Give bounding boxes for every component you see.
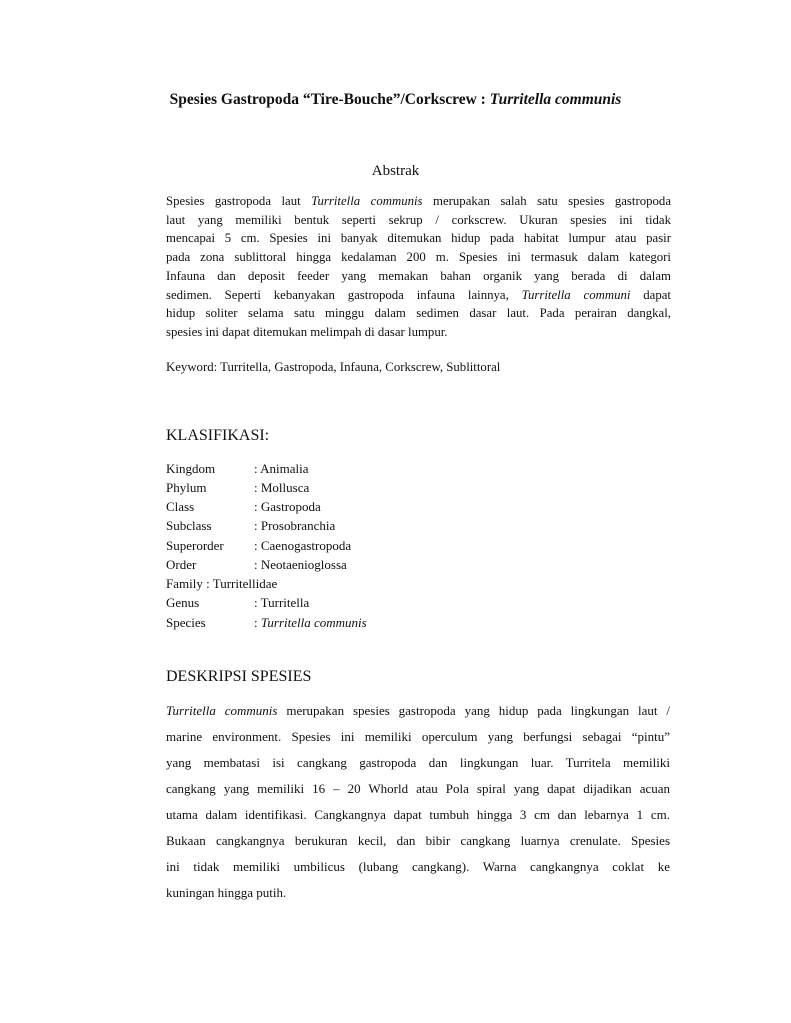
title-species-name: Turritella communis [489,91,622,108]
title-prefix: Spesies Gastropoda “Tire-Bouche”/Corkscrew : [169,91,490,108]
classification-value: : Prosobranchia [254,518,336,533]
classification-key: Class [166,499,195,514]
document-title [0,90,791,110]
abstract-text: mencapai 5 cm. Spesies ini banyak ditemukan hidup pada habitat lumpur atau pasir [166,231,671,246]
abstract-species-italic: Turritella communis [311,194,423,208]
classification-value: : Mollusca [254,480,310,495]
classification-key: Family [166,576,203,591]
abstract-line [166,248,671,267]
abstract-text: spesies ini dapat ditemukan melimpah di dasar lumpur. [166,324,448,339]
klasifikasi-heading: KLASIFIKASI: [166,427,270,444]
description-paragraph [166,698,670,906]
description-text: merupakan spesies gastropoda yang hidup pada lingkungan laut / [277,703,670,718]
description-text: Bukaan cangkangnya berukuran kecil, dan bibir cangkang luarnya crenulate. Spesies [166,833,670,848]
classification-key: Species [166,615,206,630]
abstract-text: Infauna dan deposit feeder yang memakan bahan organik yang berada di dalam [166,268,671,283]
description-line [166,750,670,776]
abstract-text: hidup soliter selama satu minggu dalam sedimen dasar laut. Pada perairan dangkal, [166,306,671,321]
abstract-line [166,211,671,230]
classification-key: Phylum [166,480,207,495]
description-text: ini tidak memiliki umbilicus (lubang cangkang). Warna cangkangnya coklat ke [166,859,670,874]
description-species-italic: Turritella communis [166,703,278,718]
classification-row-family [166,574,277,593]
abstract-text: Spesies gastropoda laut [166,194,312,208]
classification-species-italic: Turritella communis [260,615,367,630]
abstract-text: laut yang memiliki bentuk seperti sekrup / corkscrew. Ukuran spesies ini tidak [166,212,671,227]
description-text: yang membatasi isi cangkang gastropoda dan lingkungan luar. Turritela memiliki [166,755,670,770]
description-line [166,802,670,828]
classification-key: Genus [166,595,200,610]
keywords-line: Keyword: Turritella, Gastropoda, Infauna, Corkscrew, Sublittoral [166,360,501,374]
classification-key: Superorder [166,538,224,553]
abstract-heading: Abstrak [371,163,420,179]
description-text: utama dalam identifikasi. Cangkangnya dapat tumbuh hingga 3 cm dan lebarnya 1 cm. [166,807,670,822]
abstract-text: sedimen. Seperti kebanyakan gastropoda infauna lainnya, [166,287,522,302]
classification-value: : Turritellidae [202,576,278,591]
abstract-line [166,304,671,323]
abstract-line [166,286,671,305]
classification-value: : Turritella [254,595,310,610]
classification-key: Order [166,557,197,572]
description-line [166,854,670,880]
abstract-line [166,323,671,342]
description-text: cangkang yang memiliki 16 – 20 Whorld atau Pola spiral yang dapat dijadikan acuan [166,781,670,796]
description-line [166,776,670,802]
description-line [166,880,670,906]
abstract-text: dapat [630,287,671,302]
description-text: kuningan hingga putih. [166,885,287,900]
abstract-species-italic: Turritella communi [521,287,631,302]
abstract-paragraph [166,192,671,342]
classification-value: : Caenogastropoda [254,538,352,553]
abstract-text: pada zona sublittoral hingga kedalaman 200 m. Spesies ini termasuk dalam kategori [166,250,671,265]
description-line [166,828,670,854]
classification-value: : Animalia [254,461,309,476]
abstract-text: merupakan salah satu spesies gastropoda [422,194,672,208]
classification-value: : Neotaenioglossa [254,557,347,572]
abstract-line [166,267,671,286]
abstract-line [166,192,671,211]
classification-value: : Gastropoda [254,499,321,514]
description-line [166,724,670,750]
classification-key: Kingdom [166,461,216,476]
description-line [166,698,670,724]
description-text: marine environment. Spesies ini memiliki operculum yang berfungsi sebagai “pintu” [166,729,670,744]
classification-value-prefix: : [254,615,261,630]
classification-value [254,613,367,632]
abstract-line [166,229,671,248]
deskripsi-heading: DESKRIPSI SPESIES [166,668,312,685]
classification-key: Subclass [166,518,212,533]
